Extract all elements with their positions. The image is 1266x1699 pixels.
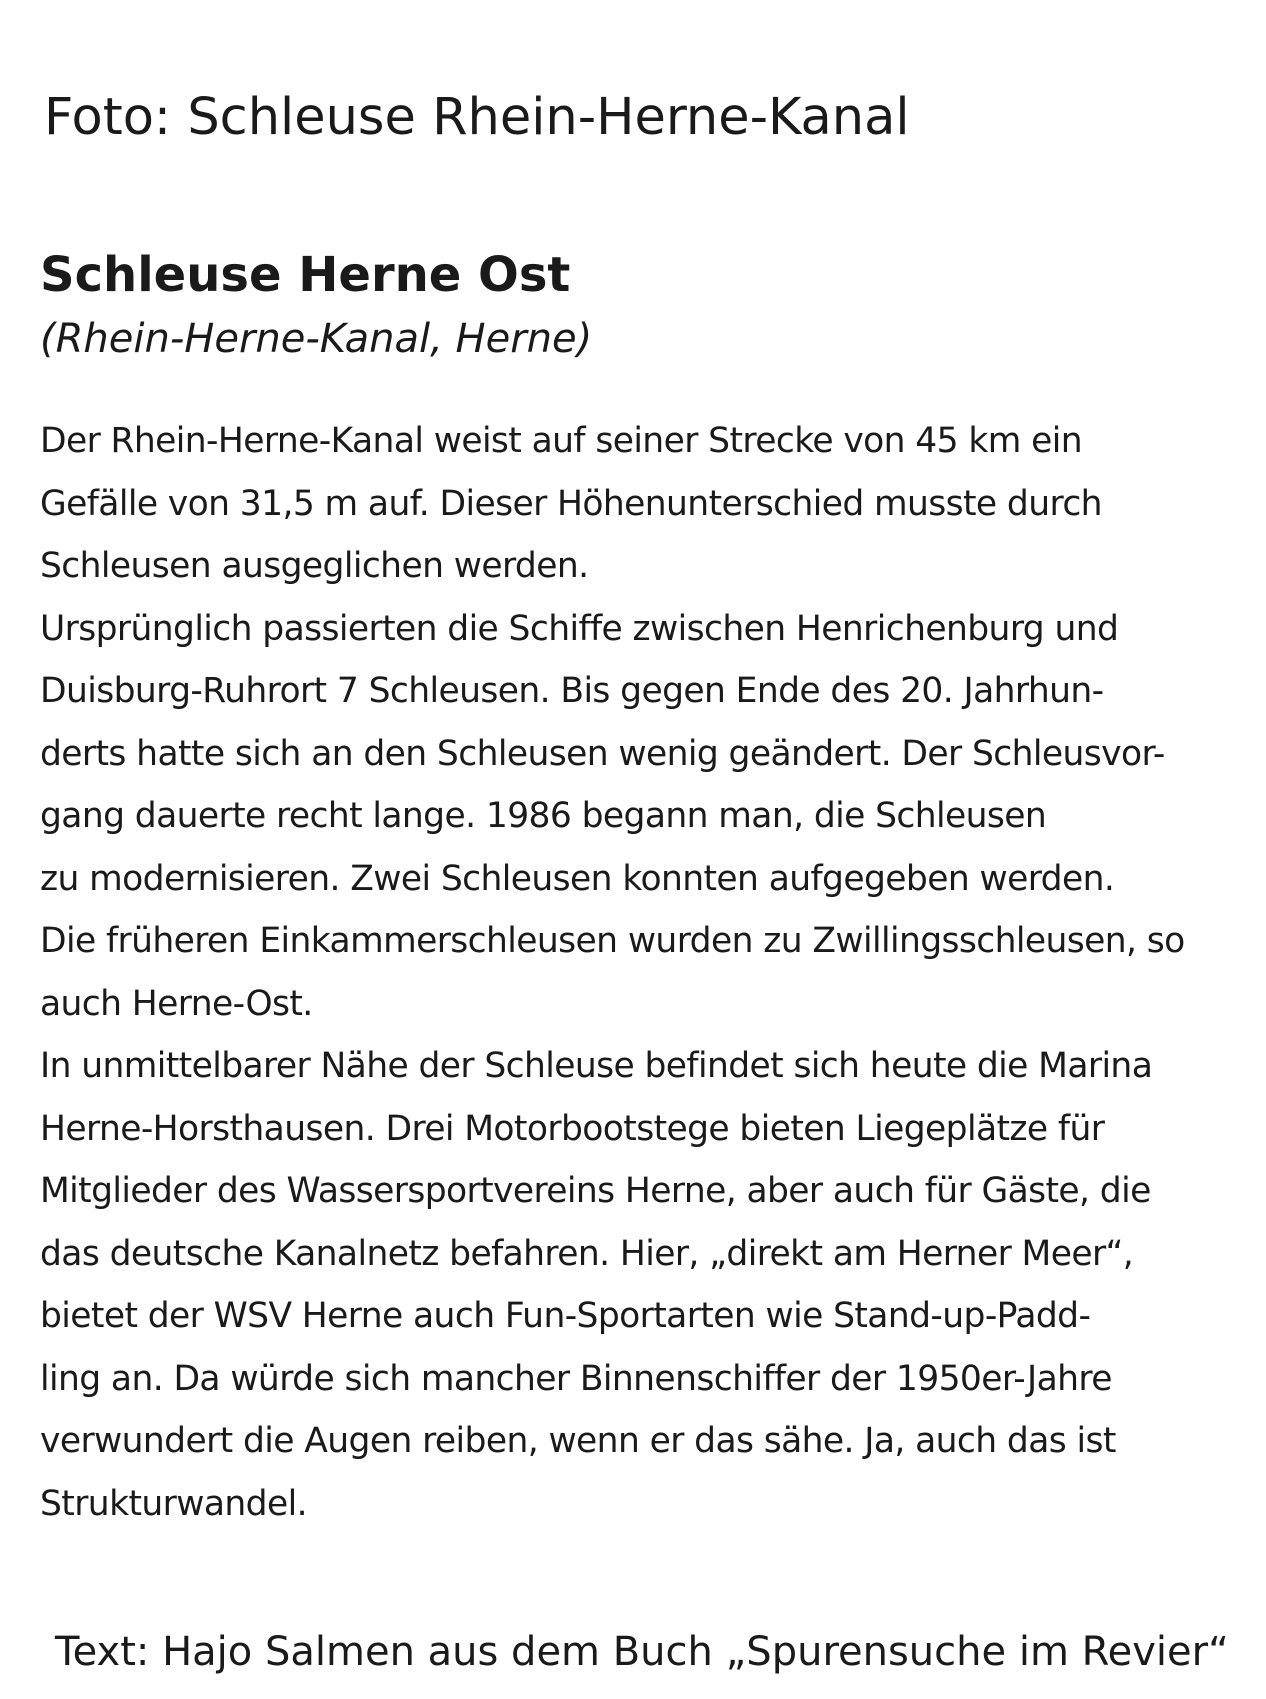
body-line: Schleusen ausgeglichen werden. <box>40 546 589 586</box>
body-line: bietet der WSV Herne auch Fun-Sportarten wie Stand-up-Padd- <box>40 1296 1091 1336</box>
photo-caption: Foto: Schleuse Rhein-Herne-Kanal <box>44 88 910 147</box>
body-line: Ursprünglich passierten die Schiffe zwischen Henrichenburg und <box>40 608 1119 649</box>
body-line: auch Herne-Ost. <box>40 983 313 1024</box>
body-line: zu modernisieren. Zwei Schleusen konnten aufgegeben werden. <box>40 858 1115 899</box>
body-line: Duisburg-Ruhrort 7 Schleusen. Bis gegen Ende des 20. Jahrhun- <box>40 671 1104 711</box>
body-line: gang dauerte recht lange. 1986 begann man, die Schleusen <box>40 796 1047 836</box>
article-heading: Schleuse Herne Ost <box>40 247 571 303</box>
article-body <box>40 410 1260 1535</box>
body-line: das deutsche Kanalnetz befahren. Hier, „direkt am Herner Meer“, <box>40 1233 1134 1274</box>
body-line: Der Rhein-Herne-Kanal weist auf seiner Strecke von 45 km ein <box>40 421 1082 461</box>
body-line: Herne-Horsthausen. Drei Motorbootstege bieten Liegeplätze für <box>40 1108 1105 1149</box>
body-line: Strukturwandel. <box>40 1483 307 1524</box>
body-line: Mitglieder des Wassersportvereins Herne, aber auch für Gäste, die <box>40 1171 1151 1211</box>
body-line: In unmittelbarer Nähe der Schleuse befindet sich heute die Marina <box>40 1046 1153 1086</box>
body-line: Die früheren Einkammerschleusen wurden zu Zwillingsschleusen, so <box>40 921 1185 961</box>
text-credit: Text: Hajo Salmen aus dem Buch „Spurensuche im Revier“ <box>55 1629 1229 1675</box>
body-line: ling an. Da würde sich mancher Binnenschiffer der 1950er-Jahre <box>40 1358 1112 1399</box>
body-line: derts hatte sich an den Schleusen wenig geändert. Der Schleusvor- <box>40 733 1165 774</box>
body-line: verwundert die Augen reiben, wenn er das sähe. Ja, auch das ist <box>40 1421 1116 1461</box>
article-subheading: (Rhein-Herne-Kanal, Herne) <box>40 316 593 362</box>
body-line: Gefälle von 31,5 m auf. Dieser Höhenunterschied musste durch <box>40 483 1102 524</box>
